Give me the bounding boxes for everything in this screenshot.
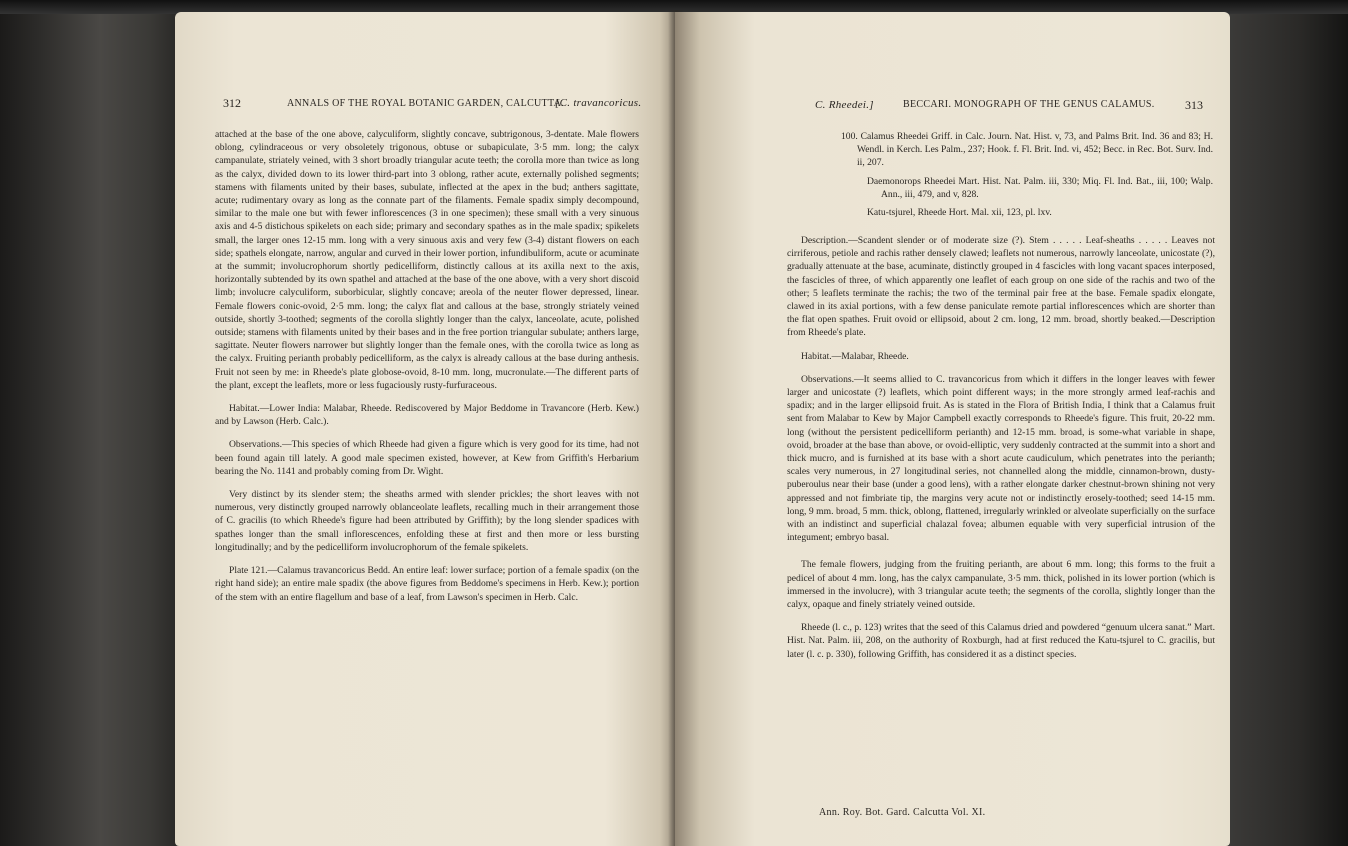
left-paragraph-habitat: Habitat.—Lower India: Malabar, Rheede. Rediscovered by Major Beddome in Travancore (Herb. Kew.) and by Lawson (Herb. Calc.). xyxy=(215,403,639,428)
running-head-right-species: C. Rheedei.] xyxy=(815,99,874,111)
right-paragraph-habitat: Habitat.—Malabar, Rheede. xyxy=(801,350,909,362)
running-head-left: ANNALS OF THE ROYAL BOTANIC GARDEN, CALCUTTA. xyxy=(287,98,564,109)
synonymy-katu-tsjurel: Katu-tsjurel, Rheede Hort. Mal. xii, 123, pl. lxv. xyxy=(867,207,1052,219)
synonymy-text: Calamus Rheedei Griff. in Calc. Journ. Nat. Hist. v, 73, and Palms Brit. Ind. 36 and 83; H. Wendl. in Kerch. Les Palm., 237; Hook. f. Fl. Brit. Ind. vi, 452; Becc. in Rec. Bot. Surv. Ind. ii, 207. xyxy=(857,131,1213,169)
page-number-left: 312 xyxy=(223,96,241,110)
left-paragraph-distinctions: Very distinct by its slender stem; the sheaths armed with slender prickles; the short leaves with not numerous, very distinctly grouped narrowly oblanceolate leaflets, recalling much in their arrangement those of C. gracilis (to which Rheede's figure had been attributed by Griffith); by the long slender spadices with spathes longer than the small inflorescences, enfolding these at first and then more or less bursting longitudinally; and by the pedicelliform involucrophorum of the female spikelets. xyxy=(215,489,639,553)
right-paragraph-observations: Observations.—It seems allied to C. travancoricus from which it differs in the longer leaves with fewer larger and unicostate (?) leaflets, which point different ways; in the more strongly armed leaf-rachis and spadix; and in the larger ellipsoid fruit. As is stated in the Flora of British India, I think that a Calamus fruit sent from Malabar to Kew by Major Campbell exactly corresponds to Rheede's figure. This fruit, 20-22 mm. long (without the persistent pedicelliform perianth) and 12-15 mm. broad, is some-what variable in shape, ovoid, broader at the base than above, or ovoid-elliptic, very suddenly contracted at the summit into a short and thick mucro, and is furnished at its base with a short acute caudiculum, which penetrates into the perianth; scales very numerous, in 27 longitudinal series, not channelled along the middle, cinnamon-brown, dusty-puberoulus near their base (under a good lens), with a rather elongate darker chestnut-brown shining not very appressed and not fimbriate tip, the margins very acute not or indistinctly erosely-toothed; seed 14-15 mm. long, 9 mm. broad, 5 mm. thick, oblong, flattened, irregularly wrinkled or alveolate superficially on the surface with an indistinct and superficial chalazal fovea; albumen equable with very superficial intrusion of the integument; embryo basal. xyxy=(787,373,1215,544)
entry-number: 100. xyxy=(841,131,858,142)
right-paragraph-description: Description.—Scandent slender or of moderate size (?). Stem . . . . . Leaf-sheaths . . . . . Leaves not cirriferous, petiole and rachis rather densely clawed; leaflets not numerous, narrowly lanceolate, unicostate (?), gradually attenuate at the base, acuminate, distinctly grouped in 4 fascicles with long vacant spaces interposed, the fascicles of three, of which apparently one leaflet of each group on one side of the rachis and two of the other; 5 leaflets terminate the rachis; the two of the terminal pair free at the base. Female spadix elongate, clawed in its axial portions, with a few dense paniculate remote partial inflorescences which are shorter than the flat open spathes. Fruit ovoid or ellipsoid, about 2 cm. long, 12 mm. broad, shortly beaked.—Description from Rheede's plate. xyxy=(787,235,1215,339)
plate-footer: Ann. Roy. Bot. Gard. Calcutta Vol. XI. xyxy=(819,807,986,818)
left-paragraph-description: attached at the base of the one above, calyculiform, slightly concave, subtrigonous, 3-dentate. Male flowers oblong, cylindraceous or very obsoletely trigonous, obtuse or subapiculate, 3·5 mm. long; the calyx campanulate, striately veined, with 3 short broadly triangular acute teeth; the corolla more than twice as long as the calyx, divided down to its lower third-part into 3 oblong, rather acute, externally polished segments; stamens with filaments united by their bases, subulate, inflected at the apex in the bud; anthers sagittate, acute; rudimentary ovary as long as the connate part of the filaments. Female spadix simply decompound, similar to the male one but with fewer inflorescences (3 in one specimen); these small with a very sinuous axis and 4-5 distichous spikelets on each side; primary and secondary spathes as in the male spadix; spikelets small, the larger ones 12-15 mm. long with a very sinuous axis and very few (3-4) distant flowers on each side; spathels elongate, narrow, angular and curved in their lower portion, infundibuliform, acute or acuminate at the summit; involucrophorum shortly pedicelliform, distinctly callous at its axilla next to the axis, horizontally subtended by its own spathel and attached at the base of the one above, with a very short discoid limb; involucre calyculiform, suborbicular, slightly concave; areola of the neuter flower depressed, linear. Female flowers conic-ovoid, 2·5 mm. long; the calyx flat and callous at the base, strongly striately veined outside, shortly 3-toothed; segments of the corolla slightly longer than the calyx, lanceolate, acute, polished outside; stamens with filaments united by their bases and in the free portion triangular subulate; anthers large, sagittate. Neuter flowers narrower but slightly longer than the female ones, with the corolla twice as long as the calyx. Fruiting perianth probably pedicelliform, as the calyx is already callous at the base during anthesis. Fruit not seen by me: in Rheede's plate globose-ovoid, 8-10 mm. long, mucronulate.—The different parts of the plant, except the leaflets, more or less fugaciously rusty-furfuraceous. xyxy=(215,129,639,391)
right-paragraph-rheede: Rheede (l. c., p. 123) writes that the seed of this Calamus dried and powdered “genuum ulcera sanat.” Mart. Hist. Nat. Palm. iii, 208, on the authority of Roxburgh, had at first reduced the Katu-tsjurel to C. gracilis, but later (l. c. p. 330), following Griffith, has considered it as a distinct species. xyxy=(787,622,1215,660)
running-head-left-species: [C. travancoricus. xyxy=(555,97,642,109)
synonymy-main xyxy=(841,130,1213,170)
synonymy-block xyxy=(841,130,1213,219)
right-body-text xyxy=(787,234,1215,661)
running-head-right: BECCARI. MONOGRAPH OF THE GENUS CALAMUS. xyxy=(903,99,1155,110)
left-body-text xyxy=(215,128,639,604)
right-page xyxy=(675,12,1230,846)
left-paragraph-observations: Observations.—This species of which Rheede had given a figure which is very good for its time, had not been found again till lately. A good male specimen existed, however, at Kew from Griffith's Herbarium bearing the No. 1141 and probably coming from Dr. Wight. xyxy=(215,439,639,477)
left-page xyxy=(175,12,675,846)
synonymy-daemonorops: Daemonorops Rheedei Mart. Hist. Nat. Palm. iii, 330; Miq. Fl. Ind. Bat., iii, 100; Walp. Ann., iii, 479, and v, 828. xyxy=(867,175,1213,200)
page-number-right: 313 xyxy=(1185,98,1203,112)
left-paragraph-plate: Plate 121.—Calamus travancoricus Bedd. An entire leaf: lower surface; portion of a female spadix (on the right hand side); an entire male spadix (the above figures from Beddome's specimens in Herb. Kew.); portion of the stem with an entire flagellum and base of a leaf, from Lawson's specimen in Herb. Calc. xyxy=(215,565,639,603)
right-paragraph-female-flowers: The female flowers, judging from the fruiting perianth, are about 6 mm. long; this forms to the fruit a pedicel of about 4 mm. long, has the calyx campanulate, 3·5 mm. thick, polished in its lower portion (which is immersed in the involucre), with 3 triangular acute teeth; the segments of the corolla, slightly longer than the calyx, opaque and finely striately veined outside. xyxy=(787,559,1215,611)
